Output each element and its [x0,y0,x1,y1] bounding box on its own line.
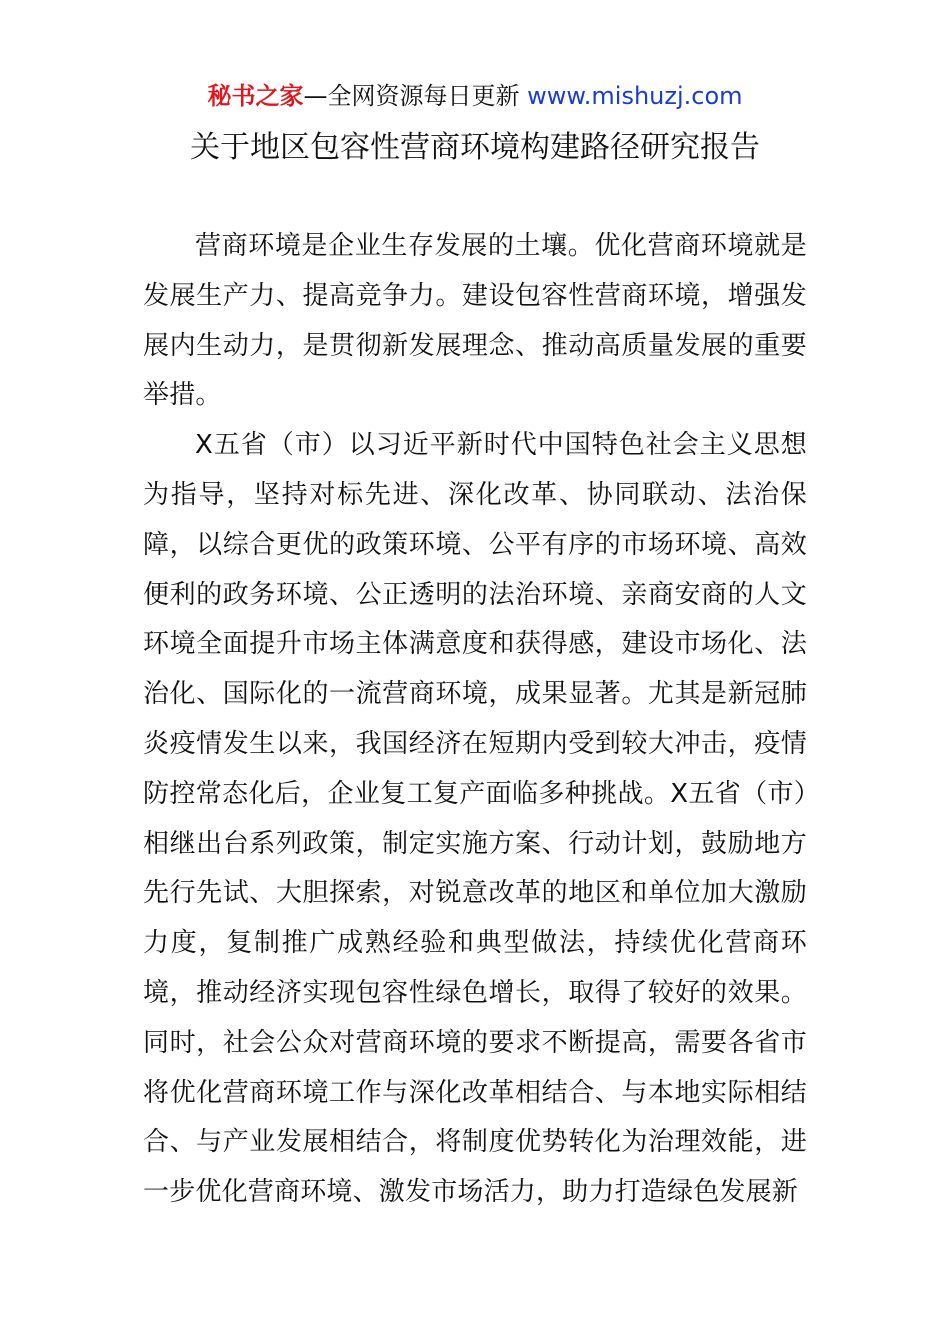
site-header [0,80,950,112]
header-tagline: —全网资源每日更新 [303,82,528,110]
site-url-link[interactable]: www.mishuzj.com [527,82,743,110]
paragraph-1: 营商环境是企业生存发展的土壤。优化营商环境就是发展生产力、提高竞争力。建设包容性营商环境，增强发展内生动力，是贯彻新发展理念、推动高质量发展的重要举措。 [143,231,807,411]
paragraph-2: X五省（市）以习近平新时代中国特色社会主义思想为指导，坚持对标先进、深化改革、协同联动、法治保障，以综合更优的政策环境、公平有序的市场环境、高效便利的政务环境、公正透明的法治环境、亲商安商的人文环境全面提升市场主体满意度和获得感，建设市场化、法治化、国际化的一流营商环境，成果显著。尤其是新冠肺炎疫情发生以来，我国经济在短期内受到较大冲击，疫情防控常态化后，企业复工复产面临多种挑战。X五省（市）相继出台系列政策，制定实施方案、行动计划，鼓励地方先行先试、大胆探索，对锐意改革的地区和单位加大激励力度，复制推广成熟经验和典型做法，持续优化营商环境，推动经济实现包容性绿色增长，取得了较好的效果。同时，社会公众对营商环境的要求不断提高，需要各省市将优化营商环境工作与深化改革相结合、与本地实际相结合、与产业发展相结合，将制度优势转化为治理效能，进一步优化营商环境、激发市场活力，助力打造绿色发展新 [143,430,807,1208]
brand-name: 秘书之家 [207,82,304,110]
document-title: 关于地区包容性营商环境构建路径研究报告 [190,130,760,165]
document-body [143,222,807,1218]
